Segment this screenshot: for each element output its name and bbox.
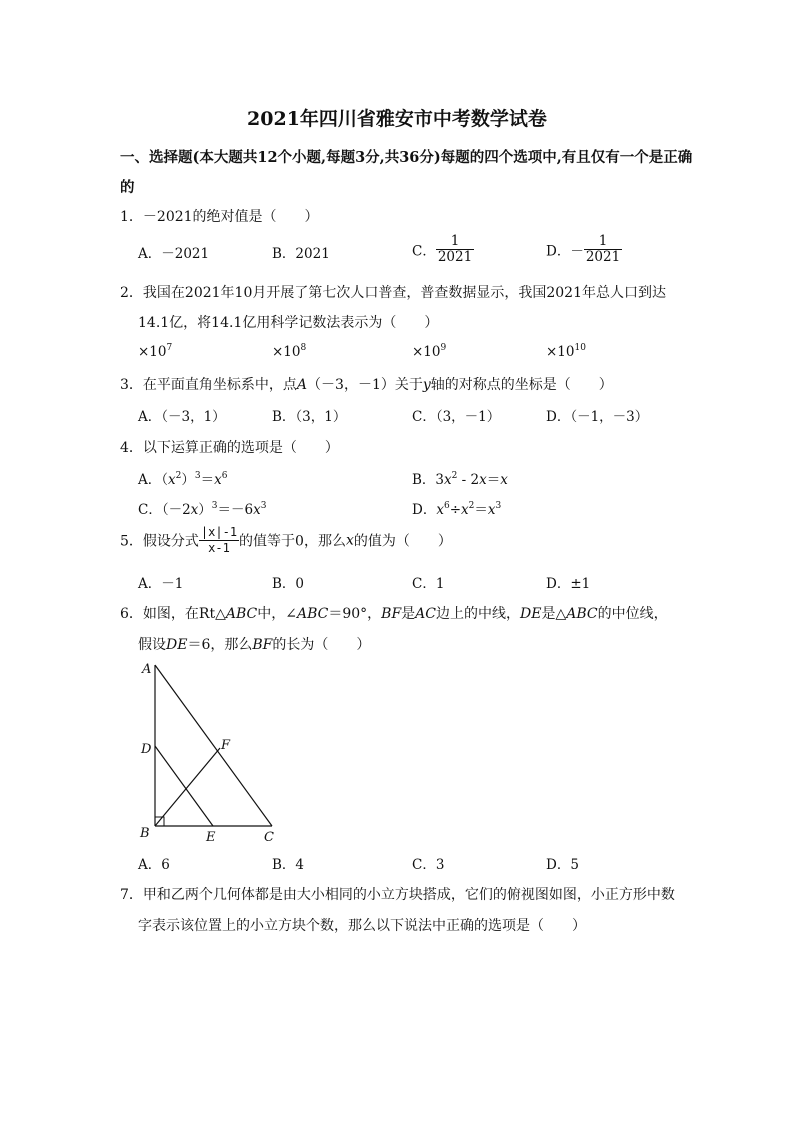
- q6-term: ABC: [296, 606, 329, 622]
- fraction-numerator: |x|-1: [200, 525, 238, 539]
- q6-term: AC: [415, 606, 436, 622]
- q1-option-d: [546, 234, 622, 265]
- q6-text: 的长为（ ）: [272, 637, 371, 653]
- q6-text: 是: [401, 606, 416, 622]
- fraction-denominator: 2021: [585, 249, 621, 265]
- q1-option-c: [412, 234, 474, 265]
- q2-option-exponent: 9: [440, 343, 447, 353]
- q4-option-c: C．$(-2x)^3=-6x^3$: [138, 501, 267, 518]
- q6-term: BF: [381, 606, 402, 622]
- q5-option-b: B．0: [272, 576, 305, 592]
- q5-stem-post: 的值为（ ）: [353, 533, 452, 550]
- q6-option-d: D．5: [546, 857, 579, 873]
- q2-option-3: [412, 343, 446, 360]
- label-b: B: [140, 826, 150, 841]
- label-c: C: [264, 830, 274, 845]
- q5-option-a: A．－1: [138, 576, 184, 592]
- q3-point-label: A: [296, 377, 308, 393]
- page-title: 2021年四川省雅安市中考数学试卷: [247, 108, 547, 130]
- q5-option-d: D．±1: [546, 576, 591, 592]
- q5-fraction: [199, 525, 239, 556]
- q6-term: ABC: [566, 606, 598, 622]
- q1-option-d-fraction: [584, 234, 622, 265]
- q6-triangle-figure: [130, 655, 290, 850]
- q3-axis-label: y: [422, 377, 431, 393]
- q3-stem-post: 轴的对称点的坐标是（ ）: [430, 377, 613, 393]
- q3-option-a: A．（－3，1）: [138, 409, 226, 425]
- fraction-denominator: 2021: [437, 249, 473, 265]
- q2-option-4: [546, 343, 586, 360]
- label-a: A: [142, 662, 152, 677]
- q6-option-c: C．3: [412, 857, 445, 873]
- q1-option-b: B．2021: [272, 246, 330, 262]
- question-6-line1: [120, 603, 668, 623]
- q2-option-2: [272, 343, 306, 360]
- q3-stem-pre: 3．在平面直角坐标系中，点: [120, 377, 297, 393]
- q6-term: DE: [520, 606, 542, 622]
- segment-de: [155, 746, 213, 826]
- q6-text: 假设: [138, 637, 166, 653]
- q6-text: 6．如图，在Rt△: [120, 606, 226, 622]
- q2-option-base: ×10: [412, 344, 441, 360]
- q3-stem-mid: （－3，－1）关于: [307, 377, 423, 393]
- question-6-line2: [138, 634, 370, 654]
- label-d: D: [141, 742, 152, 757]
- question-2-line2: 14.1亿，将14.1亿用科学记数法表示为（ ）: [138, 315, 439, 331]
- q4-option-d: D．$x^6\div x^2=x^3$: [412, 501, 502, 518]
- q6-text: 边上的中线，: [436, 606, 520, 622]
- section-heading-line2: 的: [120, 179, 135, 196]
- section-heading-line1: 一、选择题(本大题共12个小题,每题3分,共36分)每题的四个选项中,有且仅有一个是正确: [120, 149, 693, 166]
- q2-option-base: ×10: [546, 344, 575, 360]
- q6-text: ＝6，那么: [187, 637, 253, 653]
- q3-option-c: C．（3，－1）: [412, 409, 501, 425]
- q2-option-1: [138, 343, 172, 360]
- question-5-stem: [120, 525, 452, 556]
- q1-option-c-fraction: [436, 234, 474, 265]
- q6-text: 是△: [541, 606, 567, 622]
- q5-stem-mid: 的值等于0，那么: [239, 533, 346, 550]
- q2-option-exponent: 8: [300, 343, 307, 353]
- segment-ac: [155, 665, 272, 826]
- fraction-numerator: 1: [436, 234, 474, 250]
- question-3-stem: [120, 374, 613, 394]
- question-7-line1: 7．甲和乙两个几何体都是由大小相同的小立方块搭成，它们的俯视图如图，小正方形中数: [120, 887, 675, 903]
- q3-option-d: D．（－1，－3）: [546, 409, 649, 425]
- q6-text: 的中位线，: [597, 606, 668, 622]
- q4-option-b: B．$3x^2 - 2x=x$: [412, 471, 508, 488]
- label-f: F: [221, 738, 231, 753]
- q6-term: DE: [166, 637, 188, 653]
- fraction-numerator: 1: [584, 234, 622, 250]
- question-4-stem: 4．以下运算正确的选项是（ ）: [120, 440, 339, 456]
- q6-option-b: B．4: [272, 857, 305, 873]
- question-2-line1: 2．我国在2021年10月开展了第七次人口普查，普查数据显示，我国2021年总人口到达: [120, 285, 666, 301]
- q3-option-b: B．（3，1）: [272, 409, 347, 425]
- q5-stem-pre: 5．假设分式: [120, 533, 199, 550]
- label-e: E: [206, 830, 216, 845]
- q6-term: BF: [252, 637, 273, 653]
- question-1-stem: 1．－2021的绝对值是（ ）: [120, 209, 319, 225]
- q5-option-c: C．1: [412, 576, 445, 592]
- q2-option-base: ×10: [272, 344, 301, 360]
- q5-variable: x: [345, 532, 354, 549]
- q1-option-a: A．－2021: [138, 246, 210, 262]
- q1-option-c-prefix: C．: [412, 243, 436, 260]
- q1-option-d-prefix: D．－: [546, 243, 584, 260]
- q2-option-base: ×10: [138, 344, 167, 360]
- question-7-line2: 字表示该位置上的小立方块个数，那么以下说法中正确的选项是（ ）: [138, 918, 586, 934]
- q6-text: 中，∠: [257, 606, 297, 622]
- q2-option-exponent: 7: [166, 343, 173, 353]
- q6-text: ＝90°，: [328, 606, 382, 622]
- q6-term: ABC: [225, 606, 258, 622]
- fraction-denominator: x-1: [208, 541, 230, 555]
- q2-option-exponent: 10: [574, 343, 586, 353]
- q6-option-a: A．6: [138, 857, 170, 873]
- q4-option-a: A．$(x^2)^3=x^6$: [138, 471, 228, 488]
